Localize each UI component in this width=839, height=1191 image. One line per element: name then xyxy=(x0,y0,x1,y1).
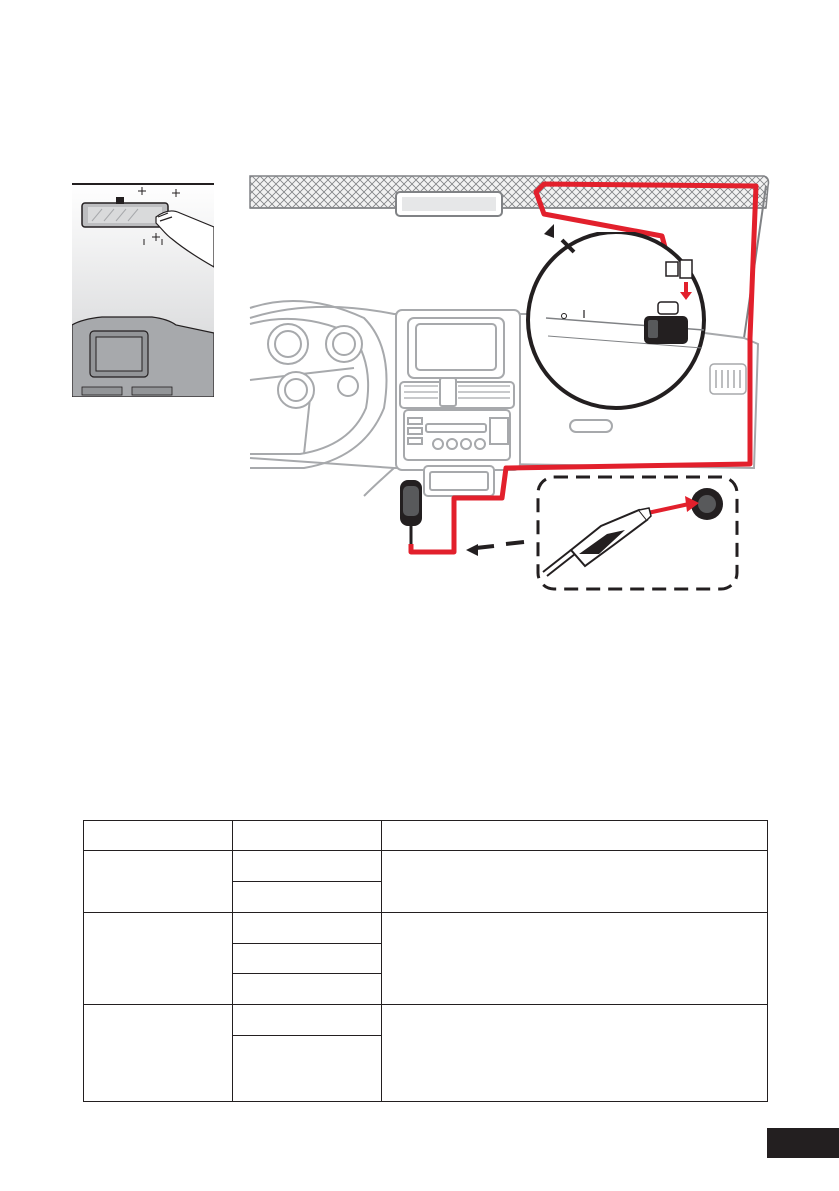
table-cell xyxy=(382,913,768,1005)
table-cell xyxy=(233,944,382,974)
table-cell xyxy=(233,851,382,882)
inset-mirror-illustration xyxy=(72,183,214,397)
table-cell xyxy=(233,913,382,944)
table-cell xyxy=(382,1005,768,1102)
table-cell xyxy=(84,821,233,851)
table-row xyxy=(84,913,768,944)
table-cell xyxy=(84,913,233,1005)
table-row xyxy=(84,851,768,882)
table-cell xyxy=(84,1005,233,1102)
table-cell xyxy=(382,821,768,851)
table-cell xyxy=(382,851,768,913)
mode-table xyxy=(83,820,768,1102)
table-cell xyxy=(233,821,382,851)
callout-pointer xyxy=(540,222,580,256)
table-row xyxy=(84,1005,768,1036)
table-row xyxy=(84,821,768,851)
table-cell xyxy=(233,882,382,913)
camera-mount-callout xyxy=(518,232,714,414)
table-cell xyxy=(233,1005,382,1036)
table-cell xyxy=(233,974,382,1005)
car-charger-callout xyxy=(535,474,740,592)
car-charger-plugged-icon xyxy=(400,480,422,544)
table-cell xyxy=(233,1036,382,1102)
table-cell xyxy=(84,851,233,913)
page-number-tab xyxy=(767,1128,839,1158)
